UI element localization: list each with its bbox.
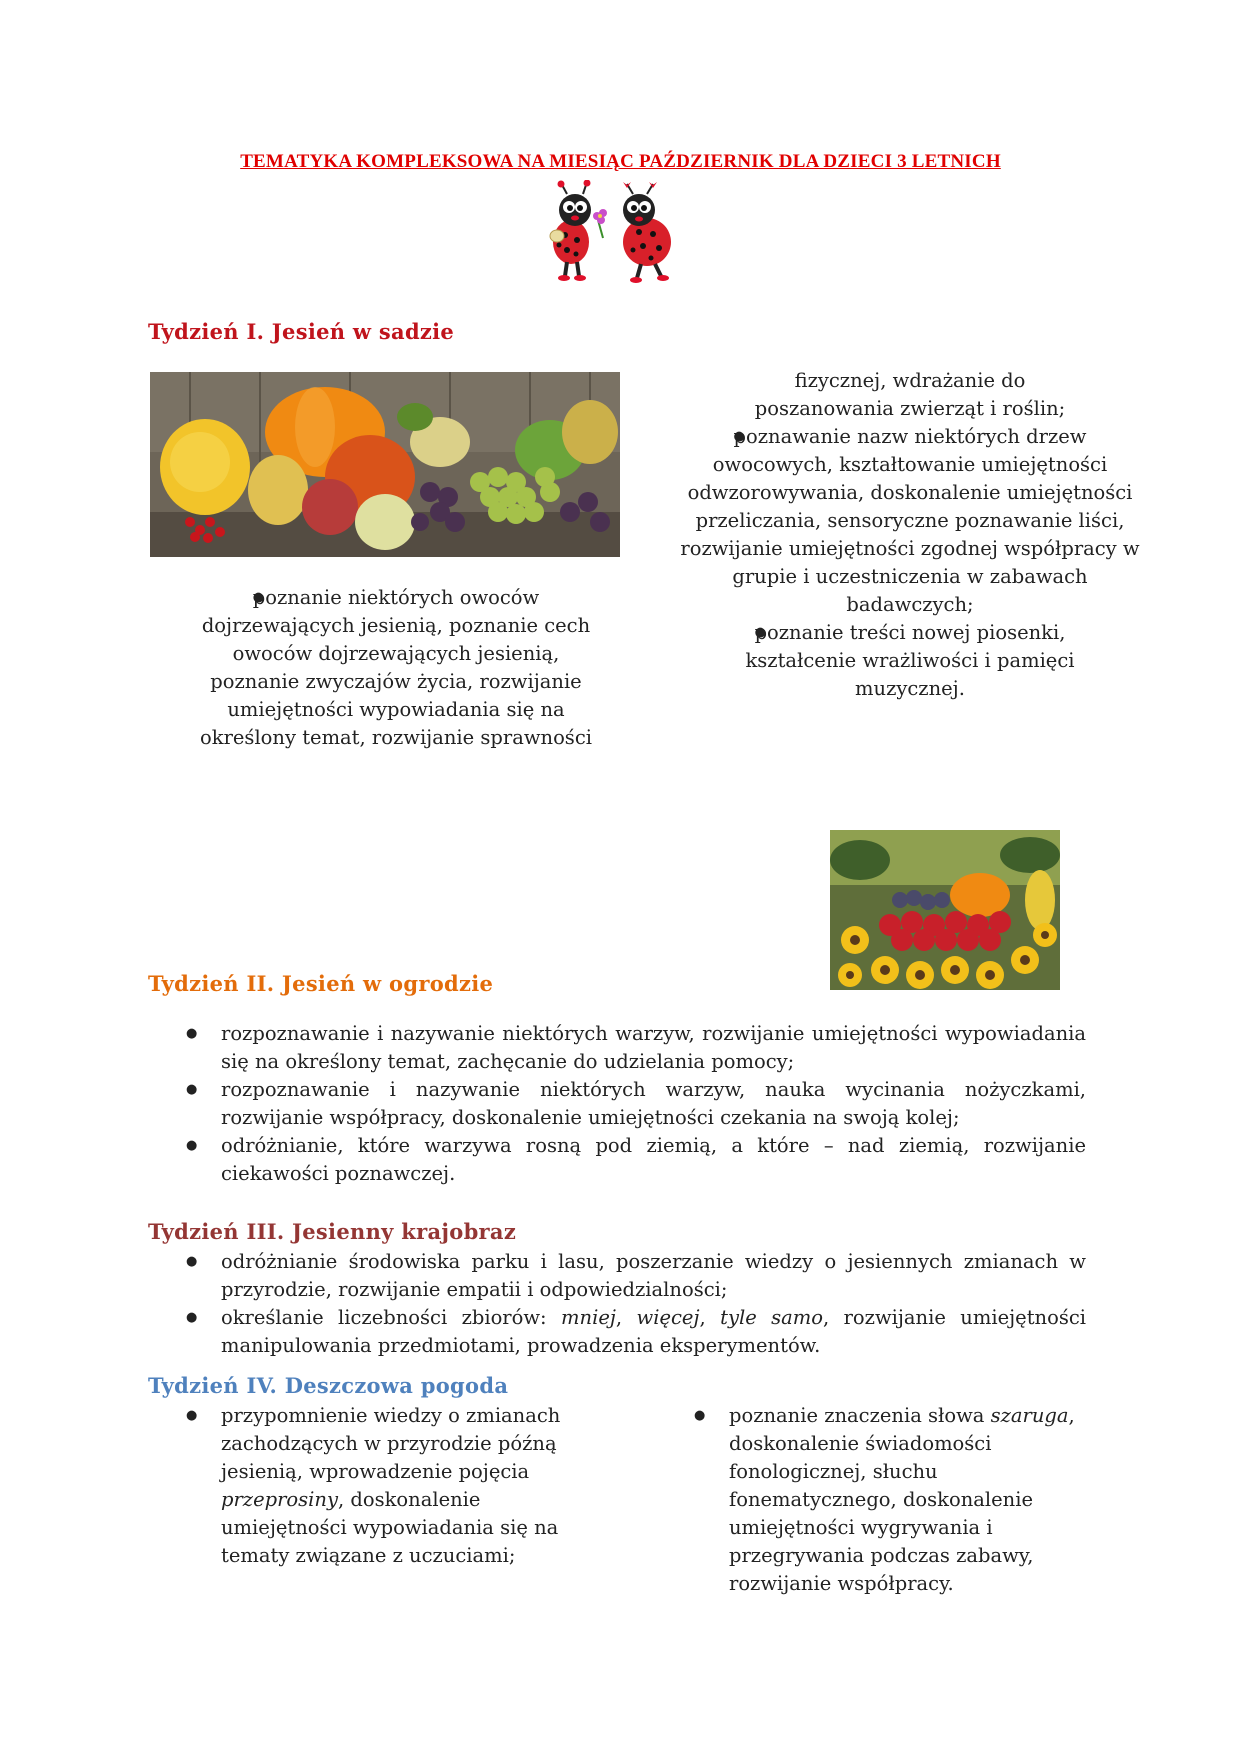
week4-right-item: ● poznanie znaczenia słowa szaruga, doskonalenie świadomości fonologicznej, słuchu fonematycznego, doskonalenie umiejętności wygrywania i przegrywania podczas zabawy, rozwijanie współpracy.	[694, 1402, 1094, 1598]
week2-item: ● rozpoznawanie i nazywanie niektórych warzyw, rozwijanie umiejętności wypowiadania się na określony temat, zachęcanie do udzielania pomocy;	[186, 1020, 1086, 1076]
week2-heading: Tydzień II. Jesień w ogrodzie	[148, 971, 494, 996]
week1-right-item: ● poznanie treści nowej piosenki, kształcenie wrażliwości i pamięci muzycznej.	[680, 619, 1140, 703]
week2-item: ● rozpoznawanie i nazywanie niektórych warzyw, nauka wycinania nożyczkami, rozwijanie współpracy, doskonalenie umiejętności czekania na swoją kolej;	[186, 1076, 1086, 1132]
week1-heading: Tydzień I. Jesień w sadzie	[148, 319, 455, 344]
week4-left-item: ● przypomnienie wiedzy o zmianach zachodzących w przyrodzie późną jesienią, wprowadzenie pojęcia przeprosiny, doskonalenie umiejętności wypowiadania się na tematy związane z uczuciami;	[186, 1402, 576, 1570]
week2-item: ● odróżnianie, które warzywa rosną pod ziemią, a które – nad ziemią, rozwijanie ciekawości poznawczej.	[186, 1132, 1086, 1188]
autumn-fruits-image	[150, 372, 620, 557]
week1-right-item: ● poznawanie nazw niektórych drzew owocowych, kształtowanie umiejętności odwzorowywania, doskonalenie umiejętności przeliczania, sensoryczne poznawanie liści, rozwijanie umiejętności zgodnej współpracy w grupie i uczestniczenia w zabawach badawczych;	[680, 423, 1140, 619]
week1-left-item: ● poznanie niektórych owoców dojrzewających jesienią, poznanie cech owoców dojrzewających jesienią, poznanie zwyczajów życia, rozwijanie umiejętności wypowiadania się na określony temat, rozwijanie sprawności	[196, 584, 596, 752]
week3-heading: Tydzień III. Jesienny krajobraz	[148, 1219, 517, 1244]
week3-item: ● odróżnianie środowiska parku i lasu, poszerzanie wiedzy o jesiennych zmianach w przyrodzie, rozwijanie empatii i odpowiedzialności;	[186, 1248, 1086, 1304]
ladybugs-icon	[543, 180, 693, 290]
autumn-harvest-flowers-image	[830, 830, 1060, 990]
week4-heading: Tydzień IV. Deszczowa pogoda	[148, 1373, 509, 1398]
page-title: TEMATYKA KOMPLEKSOWA NA MIESIĄC PAŹDZIERNIK DLA DZIECI 3 LETNICH	[240, 151, 1001, 172]
week3-item: ● określanie liczebności zbiorów: mniej, więcej, tyle samo, rozwijanie umiejętności manipulowania przedmiotami, prowadzenia eksperymentów.	[186, 1304, 1086, 1360]
week1-right-continuation: fizycznej, wdrażanie do poszanowania zwierząt i roślin;	[754, 369, 1066, 420]
